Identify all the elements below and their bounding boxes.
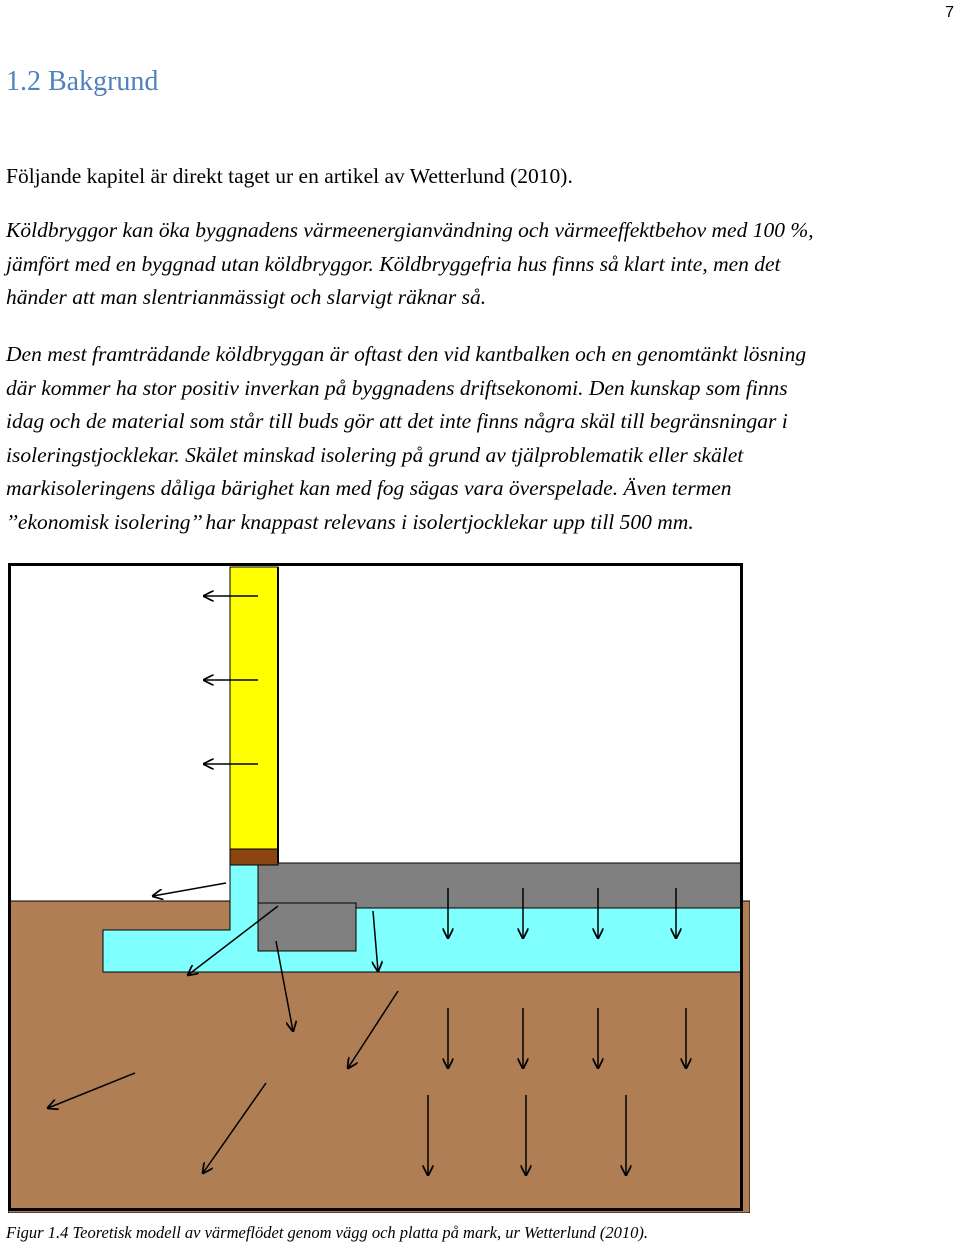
- page-number: 7: [945, 4, 954, 21]
- text-line: idag och de material som står till buds gör att det inte finns några skäl till begränsningar i: [6, 409, 788, 433]
- text-line: ’’ekonomisk isolering’’ har knappast relevans i isolertjocklekar upp till 500 mm.: [6, 509, 694, 534]
- text-line: markisoleringens dåliga bärighet kan med fog sägas vara överspelade. Även termen: [6, 476, 732, 500]
- figure-caption: Figur 1.4 Teoretisk modell av värmeflödet genom vägg och platta på mark, ur Wetterlund (2010).: [6, 1223, 649, 1242]
- wall-insulation: [230, 567, 278, 851]
- heat-flow-figure: [8, 563, 750, 1213]
- edge-beam-paragraph: [6, 338, 954, 539]
- text-line: Köldbryggor kan öka byggnadens värmeenergianvändning och värmeeffektbehov med 100 %,: [6, 218, 814, 242]
- text-line: jämfört med en byggnad utan köldbryggor. Köldbryggefria hus finns så klart inte, men det: [6, 251, 781, 276]
- text-line: händer att man slentrianmässigt och slarvigt räknar så.: [6, 285, 487, 309]
- text-line: Den mest framträdande köldbryggan är oftast den vid kantbalken och en genomtänkt lösning: [6, 342, 807, 366]
- text-line: där kommer ha stor positiv inverkan på byggnadens driftsekonomi. Den kunskap som finns: [6, 375, 788, 400]
- concrete-slab: [258, 863, 742, 908]
- thermal-bridge-paragraph: [6, 214, 954, 315]
- sill-plate: [230, 849, 278, 865]
- intro-paragraph: Följande kapitel är direkt taget ur en artikel av Wetterlund (2010).: [6, 164, 573, 188]
- heat-flow-diagram: [8, 563, 750, 1213]
- text-line: isoleringstjocklekar. Skälet minskad isolering på grund av tjälproblematik eller skälet: [6, 442, 744, 467]
- section-heading: 1.2 Bakgrund: [6, 66, 159, 97]
